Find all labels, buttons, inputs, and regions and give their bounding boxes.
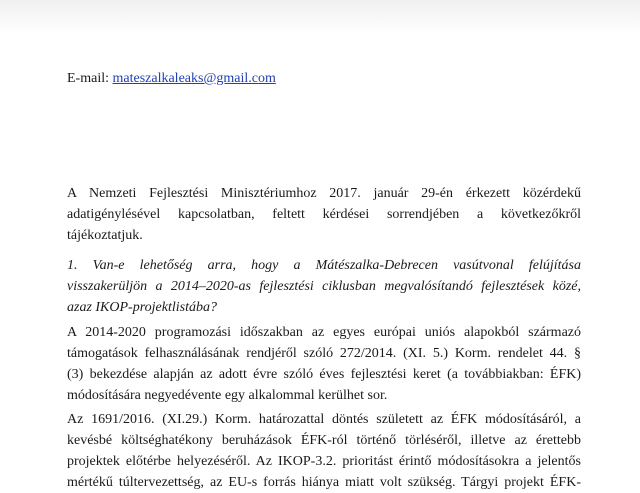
- answer-line: projektek előtérbe helyezéséről. Az IKOP-3.2. prioritást érintő módosításokra a jelentős: [67, 454, 581, 469]
- scan-top-edge: [0, 0, 640, 34]
- contact-email-line: [67, 71, 276, 87]
- answer-1-paragraph: [67, 322, 581, 406]
- intro-line: A Nemzeti Fejlesztési Minisztériumhoz 2017. január 29-én érkezett közérdekű: [67, 186, 581, 201]
- answer-2-paragraph: [67, 409, 581, 493]
- question-1: [67, 255, 581, 318]
- intro-paragraph: [67, 183, 581, 246]
- intro-line: tájékoztatjuk.: [67, 228, 143, 243]
- question-line: 1. Van-e lehetőség arra, hogy a Mátészalka-Debrecen vasútvonal felújítása: [67, 258, 581, 273]
- intro-line: adatigénylésével kapcsolatban, feltett kérdései sorrendjében a következőkről: [67, 207, 581, 222]
- answer-line: (3) bekezdése alapján az adott évre szóló éves fejlesztési keret (a továbbiakban: ÉFK): [67, 367, 581, 382]
- email-link[interactable]: mateszalkaleaks@gmail.com: [112, 71, 276, 86]
- answer-line: kevésbé költséghatékony beruházások ÉFK-ról történő törléséről, illetve az érettebb: [67, 433, 581, 448]
- answer-line: Az 1691/2016. (XI.29.) Korm. határozattal döntés született az ÉFK módosításáról, a: [67, 412, 581, 427]
- answer-line: támogatások felhasználásának rendjéről szóló 272/2014. (XI. 5.) Korm. rendelet 44. §: [67, 346, 581, 361]
- answer-line: mértékű túltervezettség, az EU-s forrás hiánya miatt volt szükség. Tárgyi projekt ÉFK-: [67, 475, 581, 490]
- question-line: azaz IKOP-projektlistába?: [67, 300, 217, 315]
- answer-line: módosítására negyedévente egy alkalommal kerülhet sor.: [67, 388, 388, 403]
- question-line: visszakerüljön a 2014–2020-as fejlesztési ciklusban megvalósítandó fejlesztések közé,: [67, 279, 581, 294]
- answer-line: A 2014-2020 programozási időszakban az egyes európai uniós alapokból származó: [67, 325, 581, 340]
- email-label: E-mail:: [67, 71, 109, 86]
